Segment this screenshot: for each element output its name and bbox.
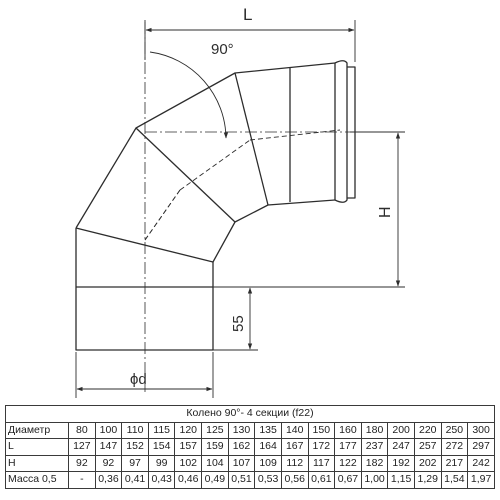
table-cell: 159 (202, 439, 229, 456)
bottom-section (76, 228, 213, 350)
table-cell: 104 (202, 455, 229, 472)
table-cell: 300 (468, 422, 495, 439)
collar-label: 55 (230, 315, 247, 332)
table-cell: 182 (361, 455, 388, 472)
table-cell: 0,61 (308, 472, 335, 489)
table-row (6, 439, 495, 456)
spec-table-body (6, 406, 495, 489)
table-cell: 100 (95, 422, 122, 439)
table-cell: 0,36 (95, 472, 122, 489)
table-row (6, 455, 495, 472)
table-cell: 80 (69, 422, 96, 439)
table-cell: 102 (175, 455, 202, 472)
table-cell: 125 (202, 422, 229, 439)
table-cell: 92 (95, 455, 122, 472)
table-cell: 164 (255, 439, 282, 456)
table-cell: 127 (69, 439, 96, 456)
table-row (6, 472, 495, 489)
table-cell: 0,67 (335, 472, 362, 489)
table-cell: 120 (175, 422, 202, 439)
row-label: Диаметр (6, 422, 69, 439)
table-cell: 0,41 (122, 472, 149, 489)
table-row (6, 422, 495, 439)
table-cell: 99 (148, 455, 175, 472)
table-cell: 200 (388, 422, 415, 439)
angle-label: 90° (211, 41, 234, 58)
row-label: H (6, 455, 69, 472)
table-cell: 257 (414, 439, 441, 456)
table-cell: 154 (148, 439, 175, 456)
outlet-rim (347, 67, 355, 198)
table-cell: 1,29 (414, 472, 441, 489)
section-hidden-lines (145, 130, 340, 240)
table-cell: 237 (361, 439, 388, 456)
table-cell: 1,54 (441, 472, 468, 489)
table-cell: 0,53 (255, 472, 282, 489)
center-lines (145, 22, 370, 392)
table-cell: 180 (361, 422, 388, 439)
table-cell: 115 (148, 422, 175, 439)
inner-contour (213, 200, 335, 262)
table-cell: 192 (388, 455, 415, 472)
table-cell: 0,56 (281, 472, 308, 489)
table-cell: 157 (175, 439, 202, 456)
table-cell: 135 (255, 422, 282, 439)
table-cell: 202 (414, 455, 441, 472)
table-cell: 152 (122, 439, 149, 456)
table-cell: 220 (414, 422, 441, 439)
table-cell: 1,97 (468, 472, 495, 489)
table-cell: 1,00 (361, 472, 388, 489)
table-cell: 0,51 (228, 472, 255, 489)
elbow-outline (76, 61, 355, 350)
table-cell: 130 (228, 422, 255, 439)
table-cell: 122 (335, 455, 362, 472)
row-label: Масса 0,5 (6, 472, 69, 489)
table-cell: 97 (122, 455, 149, 472)
table-cell: 297 (468, 439, 495, 456)
joint-line-1 (76, 228, 213, 262)
table-cell: 0,43 (148, 472, 175, 489)
table-cell: 147 (95, 439, 122, 456)
row-label: L (6, 439, 69, 456)
joint-line-2 (136, 128, 235, 222)
table-cell: 177 (335, 439, 362, 456)
table-cell: 92 (69, 455, 96, 472)
table-cell: 1,15 (388, 472, 415, 489)
angle-arc (150, 52, 226, 138)
joint-line-3 (235, 73, 268, 205)
table-cell: 140 (281, 422, 308, 439)
diameter-label: ϕd (130, 371, 147, 388)
table-cell: - (69, 472, 96, 489)
table-cell: 0,46 (175, 472, 202, 489)
table-cell: 217 (441, 455, 468, 472)
table-cell: 110 (122, 422, 149, 439)
table-cell: 242 (468, 455, 495, 472)
length-label: L (243, 5, 253, 24)
table-cell: 109 (255, 455, 282, 472)
table-cell: 112 (281, 455, 308, 472)
caption-row (6, 406, 495, 423)
table-cell: 117 (308, 455, 335, 472)
table-cell: 160 (335, 422, 362, 439)
table-cell: 172 (308, 439, 335, 456)
table-caption: Колено 90°- 4 секции (f22) (6, 406, 495, 423)
outlet-collar (335, 61, 347, 203)
table-cell: 250 (441, 422, 468, 439)
table-cell: 162 (228, 439, 255, 456)
table-cell: 272 (441, 439, 468, 456)
table-cell: 0,49 (202, 472, 229, 489)
table-cell: 167 (281, 439, 308, 456)
table-cell: 150 (308, 422, 335, 439)
table-cell: 247 (388, 439, 415, 456)
spec-table (5, 405, 495, 489)
table-cell: 107 (228, 455, 255, 472)
height-label: H (377, 206, 394, 218)
